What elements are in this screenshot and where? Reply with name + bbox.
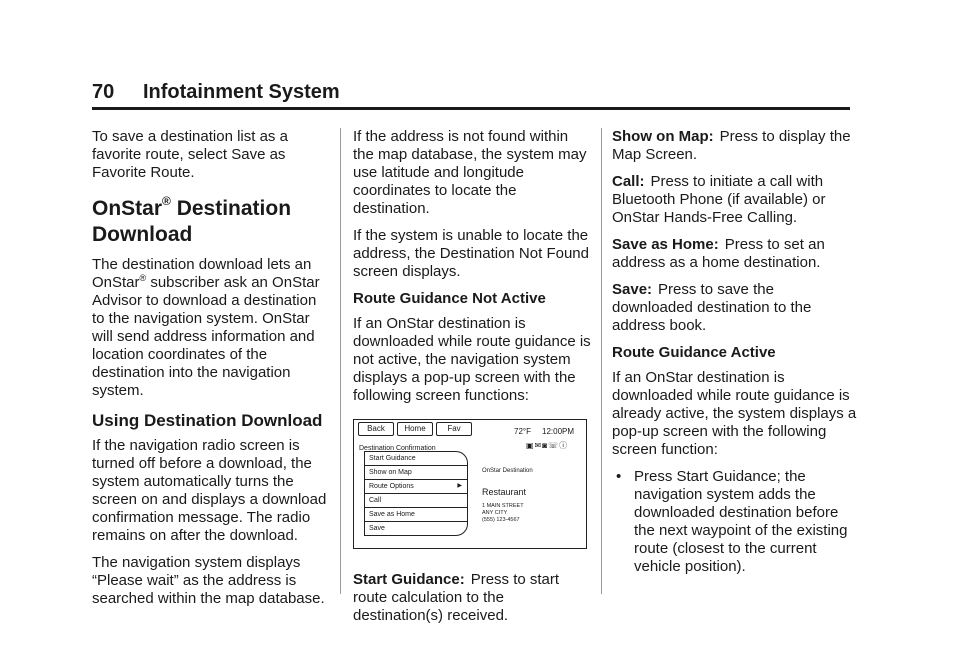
destination-confirmation-screen bbox=[353, 419, 587, 549]
screen-title: Destination Confirmation bbox=[359, 445, 436, 452]
destination-city: ANY CITY bbox=[482, 510, 508, 516]
please-wait-paragraph: The navigation system displays “Please wait” as the address is searched within the map database. bbox=[92, 554, 325, 607]
route-guidance-active-heading: Route Guidance Active bbox=[612, 344, 776, 361]
route-guidance-not-active-heading: Route Guidance Not Active bbox=[353, 290, 546, 307]
function-list bbox=[612, 468, 857, 576]
save-description: Save: Press to save the downloaded destination to the address book. bbox=[612, 281, 812, 334]
home-button[interactable]: Home bbox=[397, 422, 433, 436]
page-number: 70 bbox=[92, 81, 115, 103]
destination-street: 1 MAIN STREET bbox=[482, 503, 524, 509]
show-on-map-description: Show on Map: Press to display the Map Screen. bbox=[612, 128, 851, 163]
list-item: • Press Start Guidance; the navigation system adds the downloaded destination before the next waypoint of the existing route (closest to the current vehicle position). bbox=[612, 468, 857, 576]
temperature-readout: 72°F bbox=[514, 427, 531, 436]
back-button[interactable]: Back bbox=[358, 422, 394, 436]
call-description: Call: Press to initiate a call with Bluetooth Phone (if available) or OnStar Hands-Free Calling. bbox=[612, 173, 826, 226]
column-1 bbox=[92, 128, 327, 617]
menu-start-guidance[interactable]: Start Guidance bbox=[364, 451, 468, 465]
unable-to-locate-paragraph: If the system is unable to locate the address, the Destination Not Found screen displays. bbox=[353, 227, 589, 280]
menu-route-options[interactable]: Route Options ▶ bbox=[364, 479, 468, 493]
chevron-right-icon: ▶ bbox=[457, 483, 462, 489]
active-guidance-paragraph: If an OnStar destination is downloaded while route guidance is already active, the system displays a pop-up screen with the following screen function: bbox=[612, 369, 857, 458]
save-as-home-description: Save as Home: Press to set an address as a home destination. bbox=[612, 236, 825, 271]
start-guidance-description: Start Guidance: Press to start route calculation to the destination(s) received. bbox=[353, 571, 560, 624]
intro-paragraph: To save a destination list as a favorite route, select Save as Favorite Route. bbox=[92, 128, 288, 181]
screen-off-paragraph: If the navigation radio screen is turned off before a download, the system automatically turns the screen on and displays a download confirmation message. The radio remains on after the download. bbox=[92, 437, 327, 544]
menu-save-as-home[interactable]: Save as Home bbox=[364, 507, 468, 521]
column-divider bbox=[601, 128, 602, 594]
registered-mark: ® bbox=[162, 194, 171, 208]
address-not-found-paragraph: If the address is not found within the map database, the system may use latitude and longitude coordinates to locate the destination. bbox=[353, 128, 587, 217]
destination-label: OnStar Destination bbox=[482, 468, 533, 474]
status-icons: ▣✉◙☏ⓘ bbox=[526, 441, 569, 450]
destination-phone: (555) 123-4567 bbox=[482, 517, 520, 523]
page-header bbox=[92, 81, 850, 110]
subsection-title: Using Destination Download bbox=[92, 411, 323, 430]
column-2 bbox=[353, 128, 593, 634]
menu-call[interactable]: Call bbox=[364, 493, 468, 507]
popup-functions-paragraph: If an OnStar destination is downloaded while route guidance is not active, the navigation system displays a pop-up screen with the following screen functions: bbox=[353, 315, 591, 404]
destination-name: Restaurant bbox=[482, 487, 527, 497]
destination-info bbox=[482, 462, 533, 524]
menu-save[interactable]: Save bbox=[364, 521, 468, 536]
section-title: OnStar® Destination Download bbox=[92, 194, 292, 246]
clock-readout: 12:00PM bbox=[542, 427, 575, 436]
column-divider bbox=[340, 128, 341, 594]
function-menu bbox=[364, 451, 468, 536]
fav-button[interactable]: Fav bbox=[436, 422, 472, 436]
menu-show-on-map[interactable]: Show on Map bbox=[364, 465, 468, 479]
chapter-title: Infotainment System bbox=[143, 81, 340, 103]
column-3 bbox=[612, 128, 857, 576]
destination-download-paragraph: The destination download lets an OnStar® subscriber ask an OnStar Advisor to download a destination to the navigation system. OnStar will send address information and location coordinates of the destination into the navigation system. bbox=[92, 256, 320, 399]
